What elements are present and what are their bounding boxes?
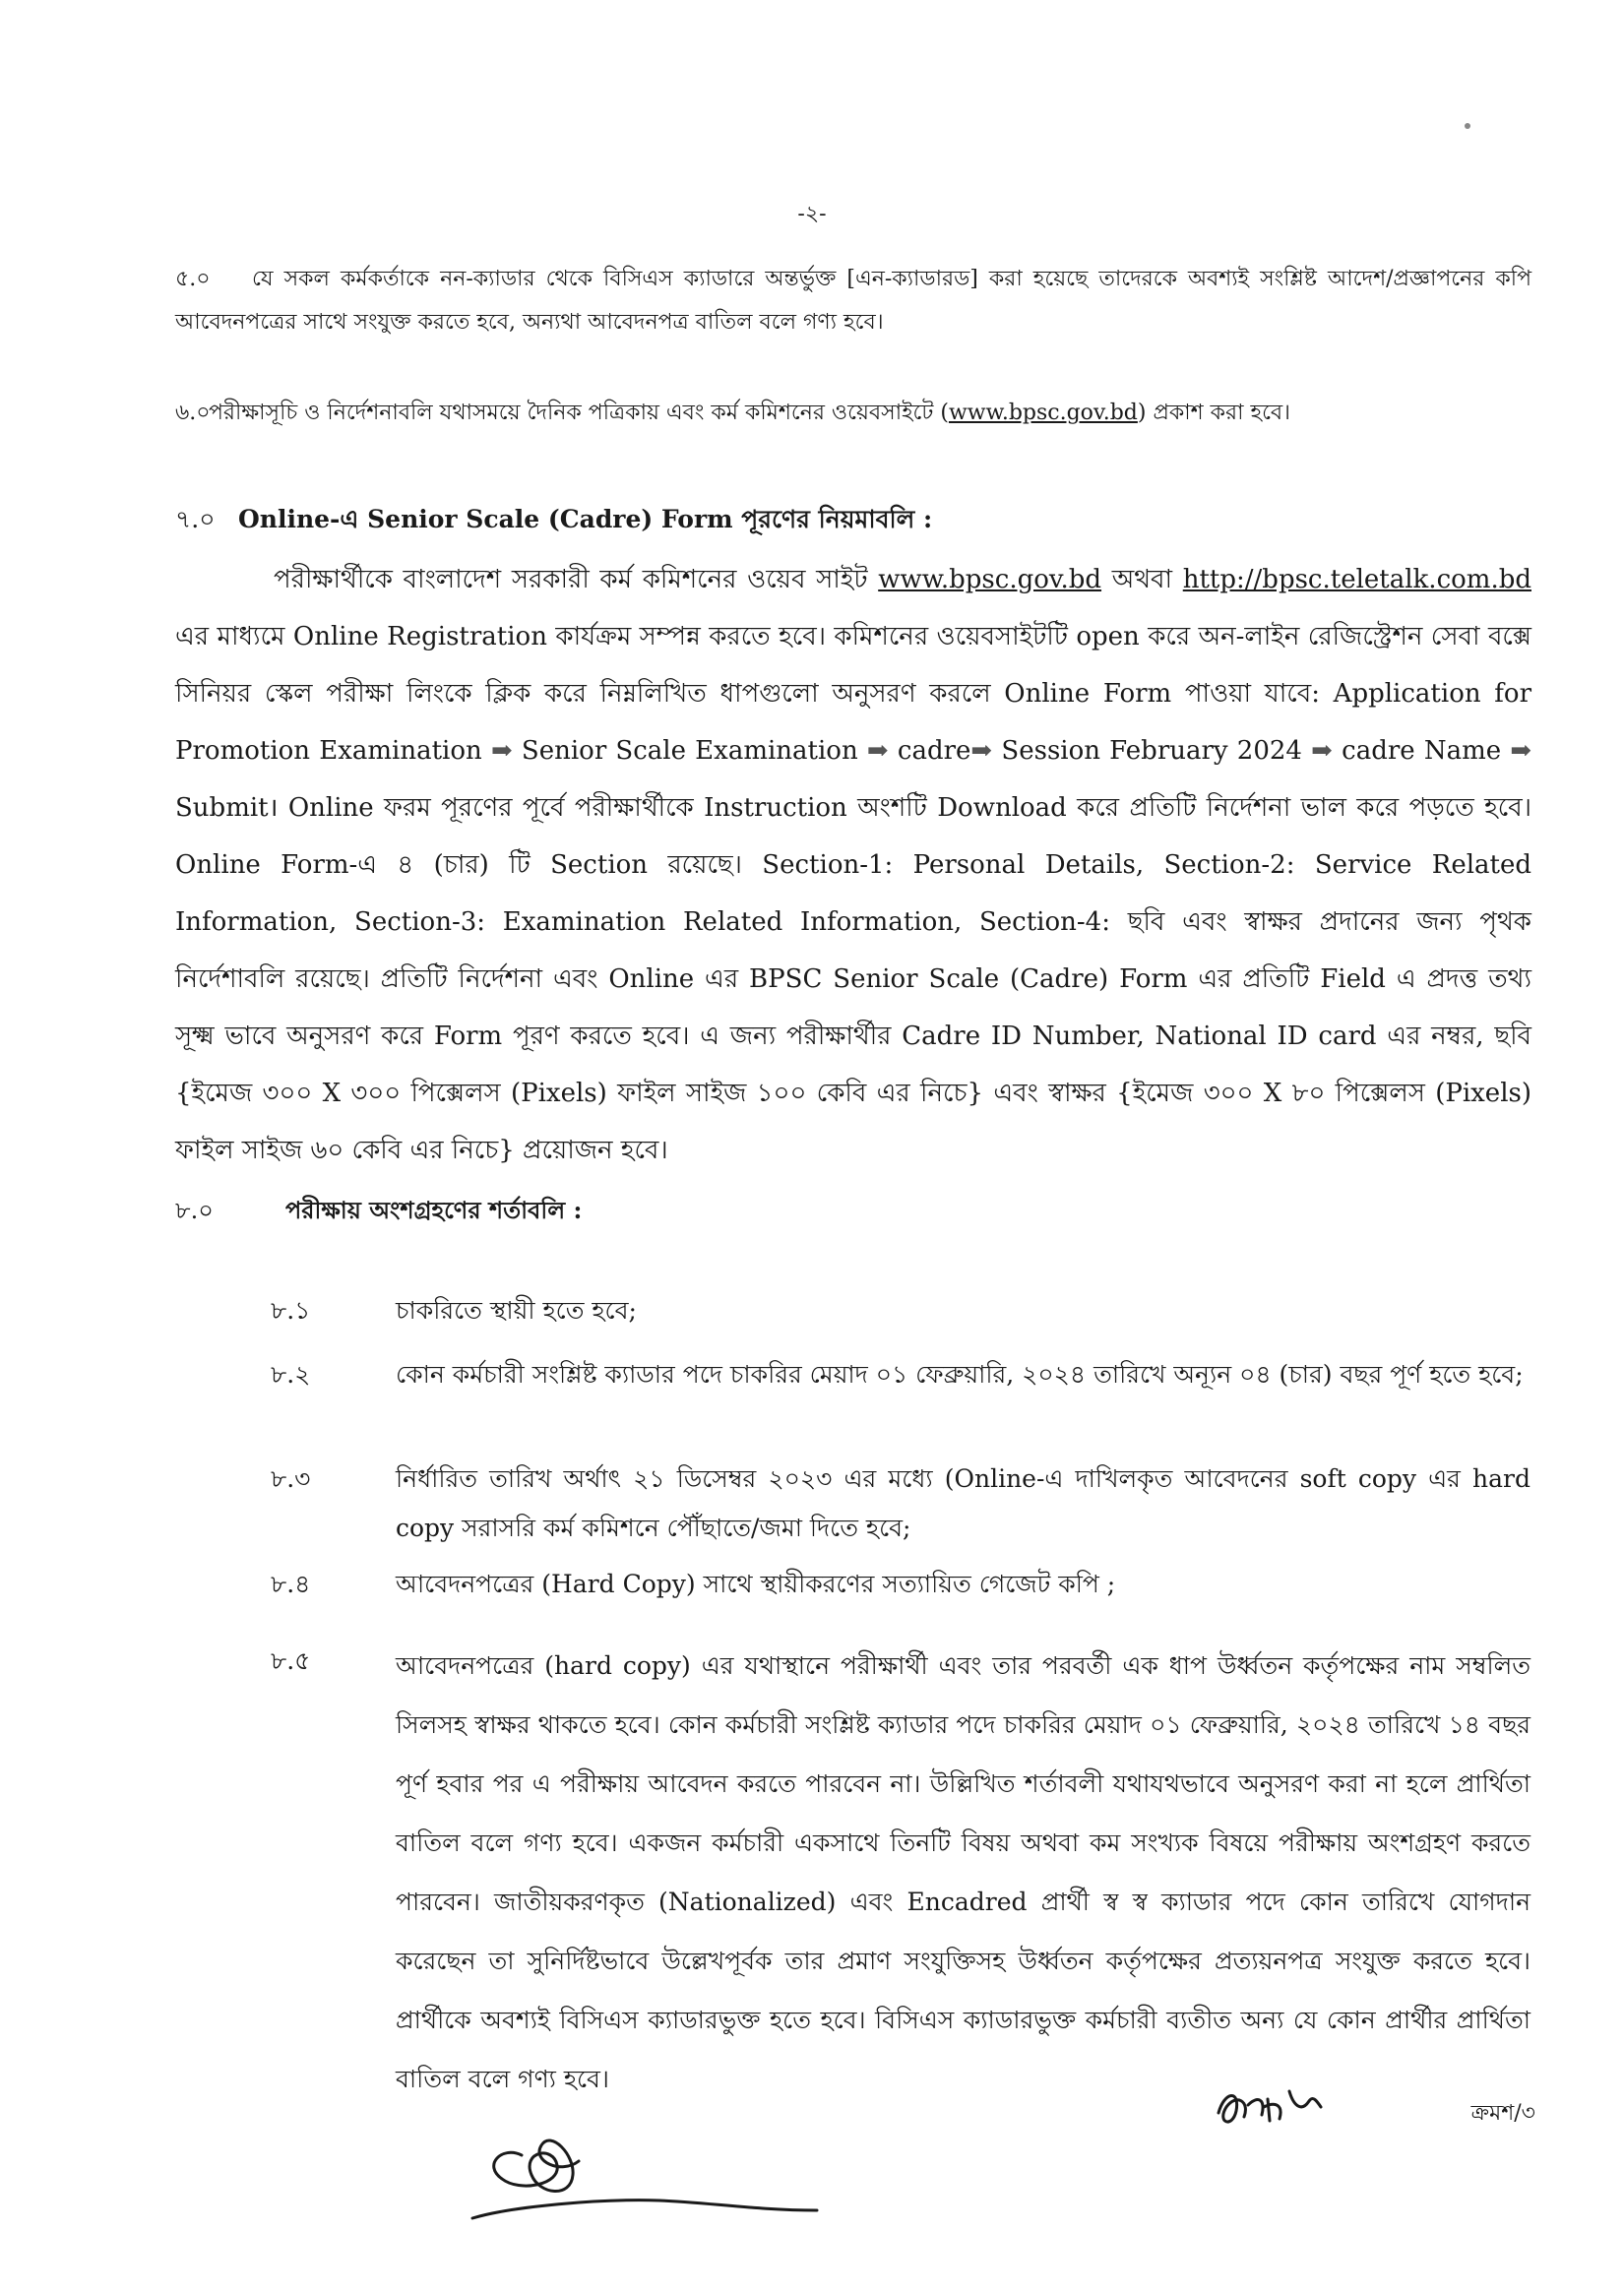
page-number: -২- [797,202,827,226]
arrow-right-icon: ➡ [490,736,513,766]
condition-number: ৮.২ [271,1360,311,1389]
arrow-right-icon: ➡ [970,736,993,766]
arrow-right-icon: ➡ [1311,736,1333,766]
condition-text: চাকরিতে স্থায়ী হতে হবে; [396,1296,637,1325]
section-7-text-2: অথবা [1101,565,1183,594]
section-8-title: পরীক্ষায় অংশগ্রহণের শর্তাবলি : [285,1196,583,1224]
condition-text: আবেদনপত্রের (Hard Copy) সাথে স্থায়ীকরণের সত্যায়িত গেজেট কপি ; [396,1570,1116,1598]
section-7-number: ৭.০ [175,505,216,533]
initials-signature [1211,2072,1339,2140]
paragraph-6 [175,392,1531,435]
teletalk-link[interactable]: http://bpsc.teletalk.com.bd [1182,565,1531,594]
condition-number: ৮.৫ [271,1646,311,1675]
paragraph-5-number: ৫.০ [175,267,211,291]
paragraph-5 [175,258,1531,344]
section-7-title: Online-এ Senior Scale (Cadre) Form পূরণের নিয়মাবলি : [238,505,933,533]
signature [463,2116,837,2244]
scan-speck [1465,123,1470,129]
section-7-text-4: । Online ফরম পূরণের পূর্বে পরীক্ষার্থীকে Instruction অংশটি Download করে প্রতিটি নির্দেশনা ভাল করে পড়তে হবে। Online Form-এ ৪ (চার) টি Section রয়েছে। Section-1: Personal Details, Section-2: Service Related Information, Section-3: Examination Related Information, Section-4: ছবি এবং স্বাক্ষর প্রদানের জন্য পৃথক নির্দেশাবলি রয়েছে। প্রতিটি নির্দেশনা এবং Online এর BPSC Senior Scale (Cadre) Form এর প্রতিটি Field এ প্রদত্ত তথ্য সূক্ষ্ম ভাবে অনুসরণ করে Form পূরণ করতে হবে। এ জন্য পরীক্ষার্থীর Cadre ID Number, National ID card এর নম্বর, ছবি {ইমেজ ৩০০ X ৩০০ পিক্সেলস (Pixels) ফাইল সাইজ ১০০ কেবি এর নিচে} এবং স্বাক্ষর {ইমেজ ৩০০ X ৮০ পিক্সেলস (Pixels) ফাইল সাইজ ৬০ কেবি এর নিচে} প্রয়োজন হবে। [175,793,1531,1165]
step-1: Application for Promotion Examination [175,679,1531,766]
step-2: Senior Scale Examination [521,736,858,766]
bpsc-website-link-2[interactable]: www.bpsc.gov.bd [878,565,1102,594]
condition-number: ৮.১ [271,1296,311,1325]
section-7-heading [175,500,932,542]
paragraph-5-text: যে সকল কর্মকর্তাকে নন-ক্যাডার থেকে বিসিএস ক্যাডারে অন্তর্ভুক্ত [এন-ক্যাডারড] করা হয়েছে তাদেরকে অবশ্যই সংশ্লিষ্ট আদেশ/প্রজ্ঞাপনের কপি আবেদনপত্রের সাথে সংযুক্ত করতে হবে, অন্যথা আবেদনপত্র বাতিল বলে গণ্য হবে। [175,267,1531,335]
section-7-text-1: পরীক্ষার্থীকে বাংলাদেশ সরকারী কর্ম কমিশনের ওয়েব সাইট [274,565,879,594]
paragraph-6-text-before: পরীক্ষাসূচি ও নির্দেশনাবলি যথাসময়ে দৈনিক পত্রিকায় এবং কর্ম কমিশনের ওয়েবসাইটে ( [209,401,949,425]
paragraph-6-text-after: ) প্রকাশ করা হবে। [1137,401,1291,425]
step-4: Session February 2024 [1001,736,1302,766]
arrow-right-icon: ➡ [1510,736,1532,766]
section-8-heading [175,1193,582,1232]
condition-item [271,1286,1530,1335]
step-3: cadre [897,736,971,766]
condition-item [271,1560,1530,1609]
condition-text: আবেদনপত্রের (hard copy) এর যথাস্থানে পরীক্ষার্থী এবং তার পরবর্তী এক ধাপ উর্ধ্বতন কর্তৃপক্ষের নাম সম্বলিত সিলসহ স্বাক্ষর থাকতে হবে। কোন কর্মচারী সংশ্লিষ্ট ক্যাডার পদে চাকরির মেয়াদ ০১ ফেব্রুয়ারি, ২০২৪ তারিখে ১৪ বছর পূর্ণ হবার পর এ পরীক্ষায় আবেদন করতে পারবেন না। উল্লিখিত শর্তাবলী যথাযথভাবে অনুসরণ করা না হলে প্রার্থিতা বাতিল বলে গণ্য হবে। একজন কর্মচারী একসাথে তিনটি বিষয় অথবা কম সংখ্যক বিষয়ে পরীক্ষায় অংশগ্রহণ করতে পারবেন। জাতীয়করণকৃত (Nationalized) এবং Encadred প্রার্থী স্ব স্ব ক্যাডার পদে কোন তারিখে যোগদান করেছেন তা সুনির্দিষ্টভাবে উল্লেখপূর্বক তার প্রমাণ সংযুক্তিসহ উর্ধ্বতন কর্তৃপক্ষের প্রত্যয়নপত্র সংযুক্ত করতে হবে। প্রার্থীকে অবশ্যই বিসিএস ক্যাডারভুক্ত হতে হবে। বিসিএস ক্যাডারভুক্ত কর্মচারী ব্যতীত অন্য যে কোন প্রার্থীর প্রার্থিতা বাতিল বলে গণ্য হবে। [396,1651,1530,2093]
step-6: Submit [175,793,269,823]
paragraph-6-number: ৬.০ [175,401,211,425]
continued-marker: ক্রমশ/৩ [1470,2101,1535,2126]
section-7-text-3: এর মাধ্যমে Online Registration কার্যক্রম সম্পন্ন করতে হবে। কমিশনের ওয়েবসাইটটি open করে অন-লাইন রেজিস্ট্রেশন সেবা বক্সে সিনিয়র স্কেল পরীক্ষা লিংকে ক্লিক করে নিম্নলিখিত ধাপগুলো অনুসরণ করলে Online Form পাওয়া যাবে: [175,622,1531,709]
condition-text: কোন কর্মচারী সংশ্লিষ্ট ক্যাডার পদে চাকরির মেয়াদ ০১ ফেব্রুয়ারি, ২০২৪ তারিখে অন্যূন ০৪ (চার) বছর পূর্ণ হতে হবে; [396,1360,1524,1389]
section-7-body [175,551,1531,1179]
arrow-right-icon: ➡ [866,736,889,766]
condition-item [271,1455,1530,1553]
condition-number: ৮.৪ [271,1570,311,1598]
condition-item [271,1637,1530,2109]
condition-item [271,1350,1530,1399]
condition-text: নির্ধারিত তারিখ অর্থাৎ ২১ ডিসেম্বর ২০২৩ এর মধ্যে (Online-এ দাখিলকৃত আবেদনের soft copy এর hard copy সরাসরি কর্ম কমিশনে পৌঁছাতে/জমা দিতে হবে; [396,1464,1530,1542]
condition-number: ৮.৩ [271,1464,311,1493]
bpsc-website-link[interactable]: www.bpsc.gov.bd [948,401,1138,425]
step-5: cadre Name [1342,736,1502,766]
section-8-number: ৮.০ [175,1197,214,1224]
